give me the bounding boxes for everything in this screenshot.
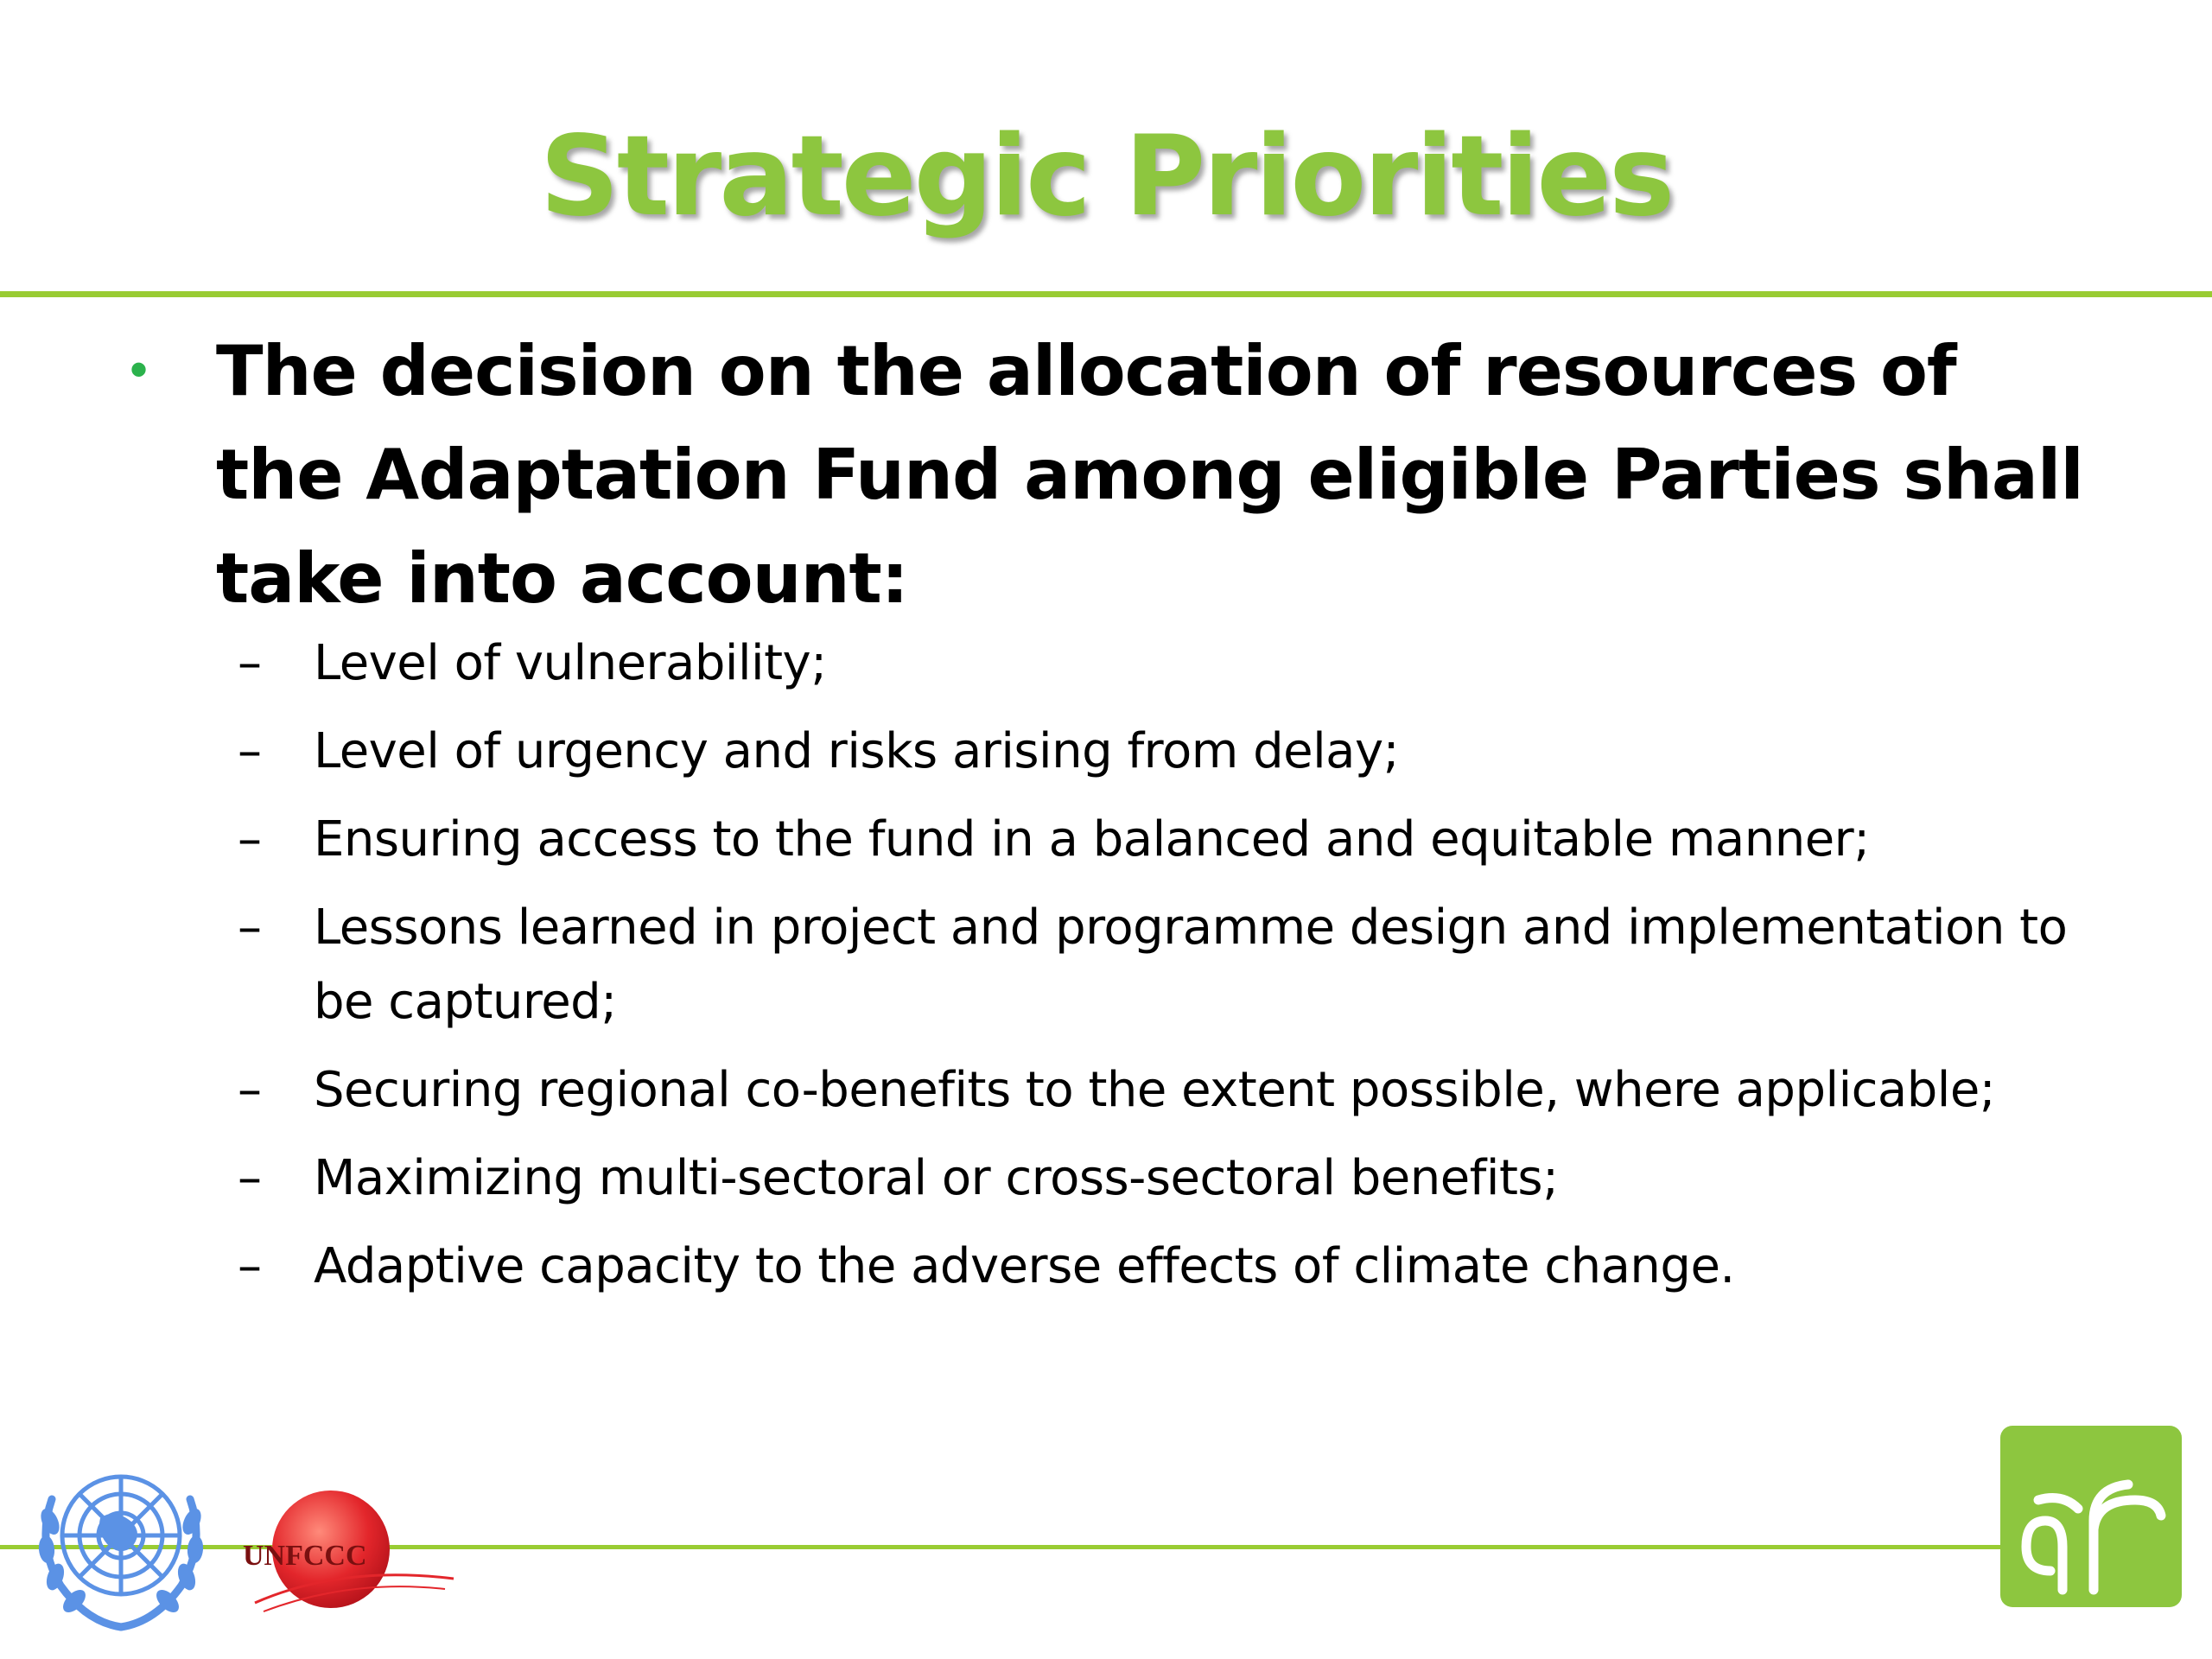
unfccc-logo-text: UNFCCC [243,1540,367,1572]
sub-bullet-text: Maximizing multi-sectoral or cross-sectoral benefits; [314,1150,1559,1206]
title-divider [0,291,2212,297]
dash-icon: – [238,1062,262,1118]
dash-icon: – [238,1150,262,1206]
sub-bullet-text: Level of vulnerability; [314,635,827,691]
dash-icon: – [238,635,262,691]
sub-bullet-item [238,803,2139,877]
sub-bullet-item [238,891,2139,1039]
sub-bullet-item [238,1141,2139,1216]
sub-bullet-text: Lessons learned in project and programme design and implementation to be captured; [314,899,2068,1030]
un-emblem-icon [17,1439,225,1646]
slide-title: Strategic Priorities [539,112,1673,241]
sub-bullet-item [238,1053,2139,1128]
adaptation-fund-logo-icon [2000,1426,2182,1607]
sub-bullet-list [238,626,2139,1318]
sub-bullet-text: Adaptive capacity to the adverse effects of climate change. [314,1238,1735,1294]
sub-bullet-item [238,626,2139,701]
sub-bullet-text: Securing regional co-benefits to the extent possible, where applicable; [314,1062,1996,1118]
dash-icon: – [238,723,262,779]
unfccc-logo-icon [238,1482,462,1620]
bullet-icon: • [130,340,149,398]
dash-icon: – [238,1238,262,1294]
dash-icon: – [238,811,262,868]
sub-bullet-item [238,1230,2139,1304]
main-bullet-text: The decision on the allocation of resources of the Adaptation Fund among eligible Parties shall take into account: [216,331,2083,619]
dash-icon: – [238,899,262,956]
sub-bullet-text: Ensuring access to the fund in a balanced and equitable manner; [314,811,1870,868]
sub-bullet-text: Level of urgency and risks arising from delay; [314,723,1399,779]
sub-bullet-item [238,715,2139,789]
